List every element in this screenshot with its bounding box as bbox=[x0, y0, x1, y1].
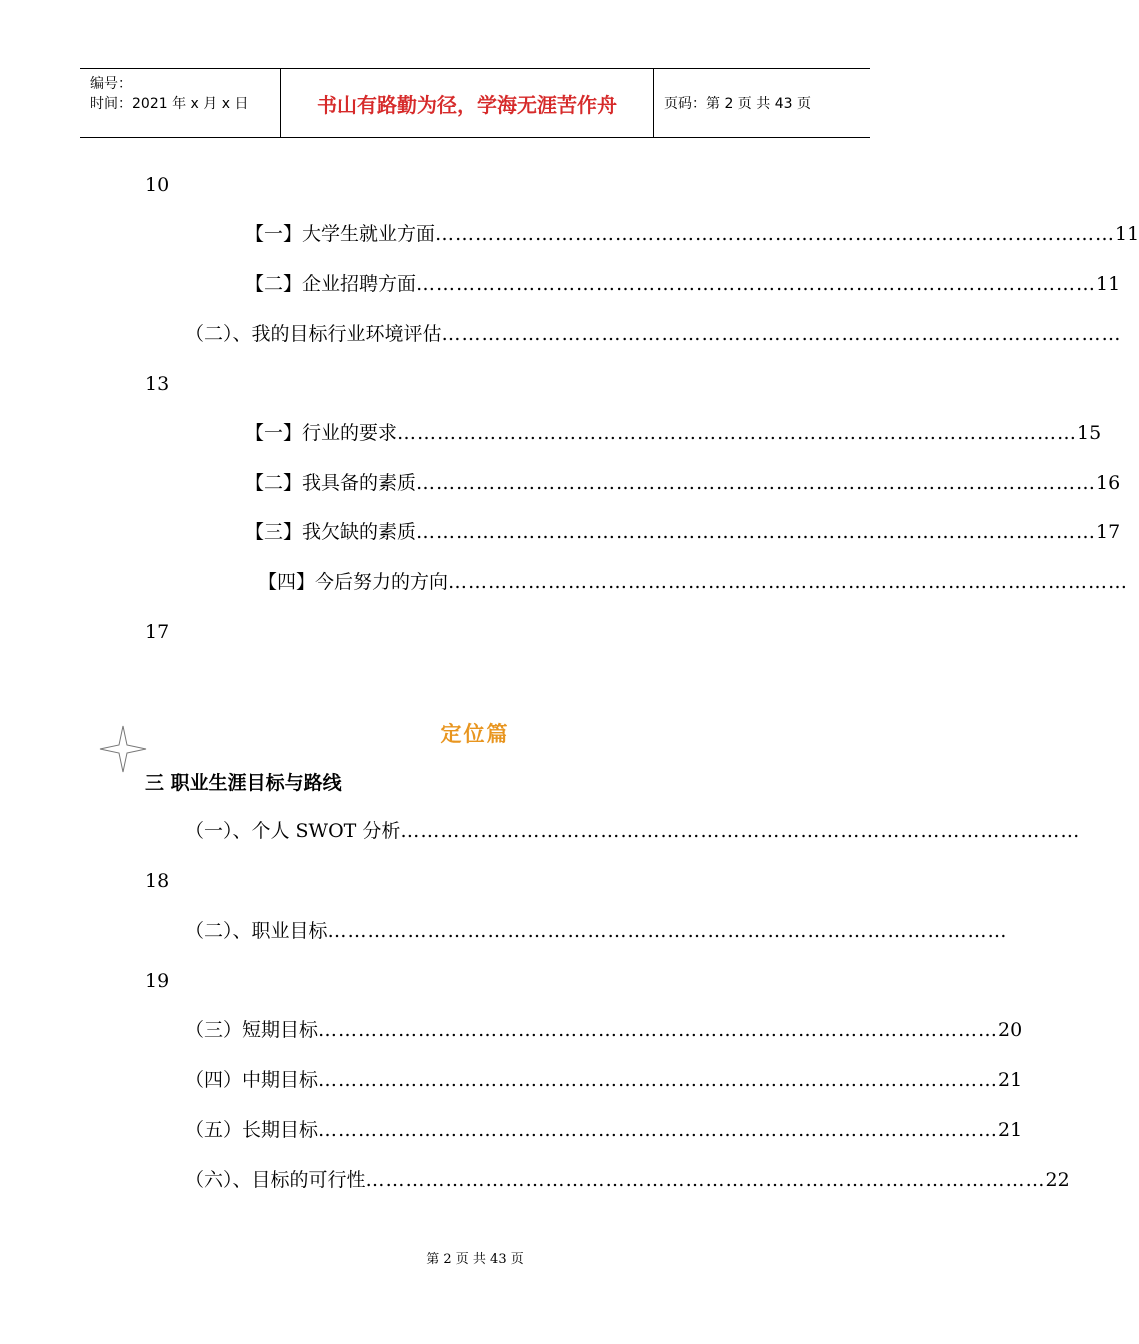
toc-entry-label: （一）、个人 SWOT 分析 bbox=[185, 820, 401, 842]
toc-entry[interactable] bbox=[185, 818, 1081, 844]
toc-entry[interactable] bbox=[258, 569, 1129, 595]
toc-leader-dots: ………………………………………………………………………………………… bbox=[448, 571, 1129, 593]
toc-entry[interactable] bbox=[185, 321, 1122, 347]
section-title: 定位篇 bbox=[440, 722, 510, 746]
chapter-heading: 三 职业生涯目标与路线 bbox=[145, 772, 342, 794]
toc-leader-dots: ………………………………………………………………………………………… bbox=[400, 820, 1081, 842]
toc-leader-dots: ………………………………………………………………………………………… bbox=[416, 472, 1097, 494]
time-label: 时间：2021 年 x 月 x 日 bbox=[90, 96, 249, 112]
header-meta bbox=[80, 69, 281, 137]
toc-entry-label: （六）、目标的可行性 bbox=[185, 1169, 366, 1191]
toc-entry[interactable] bbox=[245, 420, 1102, 446]
toc-entry-page: 17 bbox=[1096, 521, 1121, 543]
toc-entry-page: 16 bbox=[1096, 472, 1121, 494]
toc-leader-dots: ………………………………………………………………………………………… bbox=[435, 223, 1116, 245]
toc-entry-page: 11 bbox=[1096, 273, 1121, 295]
toc-entry-page: 22 bbox=[1045, 1169, 1070, 1191]
toc-entry-label: 【一】大学生就业方面 bbox=[245, 223, 436, 245]
toc-leader-dots: ………………………………………………………………………………………… bbox=[416, 521, 1097, 543]
header-motto: 书山有路勤为径，学海无涯苦作舟 bbox=[281, 69, 654, 137]
toc-page-number: 13 bbox=[145, 373, 170, 395]
toc-entry-label: 【三】我欠缺的素质 bbox=[245, 521, 417, 543]
toc-entry[interactable] bbox=[185, 1117, 1023, 1143]
toc-entry[interactable] bbox=[185, 1017, 1023, 1043]
toc-entry-page: 21 bbox=[998, 1069, 1023, 1091]
toc-leader-dots: ………………………………………………………………………………………… bbox=[318, 1019, 999, 1041]
toc-leader-dots: ………………………………………………………………………………………… bbox=[416, 273, 1097, 295]
toc-entry-label: （三）短期目标 bbox=[185, 1019, 319, 1041]
toc-entry-label: 【二】我具备的素质 bbox=[245, 472, 417, 494]
number-label: 编号： bbox=[90, 76, 132, 92]
toc-entry-page: 21 bbox=[998, 1119, 1023, 1141]
toc-leader-dots: ………………………………………………………………………………………… bbox=[318, 1119, 999, 1141]
toc-page-number: 10 bbox=[145, 174, 170, 196]
toc-entry-label: （五）长期目标 bbox=[185, 1119, 319, 1141]
toc-entry-label: 【二】企业招聘方面 bbox=[245, 273, 417, 295]
toc-entry-page: 20 bbox=[998, 1019, 1023, 1041]
toc-entry[interactable] bbox=[185, 918, 1008, 944]
page-header bbox=[80, 68, 870, 138]
toc-entry[interactable] bbox=[245, 470, 1121, 496]
toc-entry-label: （四）中期目标 bbox=[185, 1069, 319, 1091]
toc-leader-dots: ………………………………………………………………………………………… bbox=[327, 920, 1008, 942]
header-page-info: 页码：第 2 页 共 43 页 bbox=[664, 96, 811, 112]
toc-page-number: 19 bbox=[145, 970, 170, 992]
toc-page-number: 17 bbox=[145, 621, 170, 643]
toc-page-number: 18 bbox=[145, 870, 170, 892]
toc-entry[interactable] bbox=[245, 271, 1121, 297]
toc-leader-dots: ………………………………………………………………………………………… bbox=[365, 1169, 1046, 1191]
toc-entry[interactable] bbox=[185, 1067, 1023, 1093]
toc-leader-dots: ………………………………………………………………………………………… bbox=[318, 1069, 999, 1091]
toc-leader-dots: ………………………………………………………………………………………… bbox=[397, 422, 1078, 444]
toc-entry-label: （二）、我的目标行业环境评估 bbox=[185, 323, 442, 345]
toc-entry-page: 11 bbox=[1115, 223, 1139, 245]
toc-entry-page: 15 bbox=[1077, 422, 1102, 444]
toc-entry[interactable] bbox=[245, 221, 1139, 247]
toc-entry[interactable] bbox=[185, 1167, 1070, 1193]
toc-leader-dots: ………………………………………………………………………………………… bbox=[441, 323, 1122, 345]
toc-entry-label: （二）、职业目标 bbox=[185, 920, 328, 942]
page-footer: 第 2 页 共 43 页 bbox=[426, 1252, 524, 1267]
toc-entry[interactable] bbox=[245, 519, 1121, 545]
toc-entry-label: 【一】行业的要求 bbox=[245, 422, 398, 444]
toc-entry-label: 【四】今后努力的方向 bbox=[258, 571, 449, 593]
